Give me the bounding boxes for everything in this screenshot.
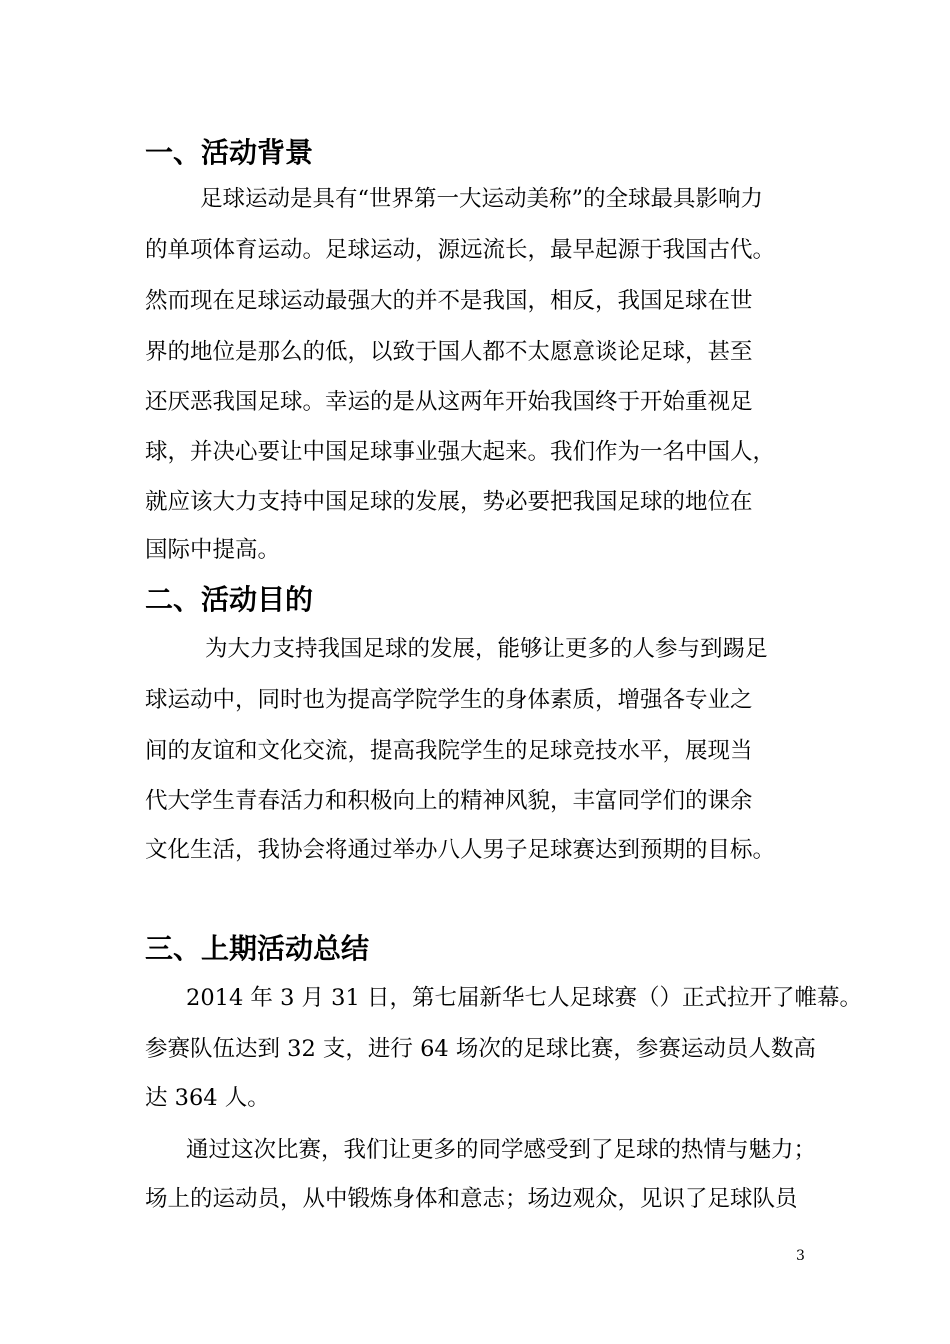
paragraph-line: 代大学生青春活力和积极向上的精神风貌，丰富同学们的课余 <box>145 788 753 814</box>
section-heading-purpose: 二、活动目的 <box>145 583 314 616</box>
section-heading-background: 一、活动背景 <box>145 136 314 169</box>
paragraph-line: 通过这次比赛，我们让更多的同学感受到了足球的热情与魅力； <box>186 1137 817 1163</box>
paragraph-line: 足球运动是具有“世界第一大运动美称”的全球最具影响力 <box>200 186 764 212</box>
paragraph-line: 达 364 人。 <box>145 1085 270 1111</box>
paragraph-line: 场上的运动员，从中锻炼身体和意志；场边观众，见识了足球队员 <box>145 1186 798 1212</box>
paragraph-line: 为大力支持我国足球的发展，能够让更多的人参与到踢足 <box>205 636 768 662</box>
paragraph-line: 球运动中，同时也为提高学院学生的身体素质，增强各专业之 <box>145 687 753 713</box>
paragraph-line: 就应该大力支持中国足球的发展，势必要把我国足球的地位在 <box>145 489 753 515</box>
paragraph-line: 的单项体育运动。足球运动，源远流长，最早起源于我国古代。 <box>145 237 776 263</box>
paragraph-line: 球，并决心要让中国足球事业强大起来。我们作为一名中国人， <box>145 439 776 465</box>
paragraph-line: 文化生活，我协会将通过举办八人男子足球赛达到预期的目标。 <box>145 837 776 863</box>
page-number: 3 <box>796 1248 805 1264</box>
paragraph-line: 然而现在足球运动最强大的并不是我国，相反，我国足球在世 <box>145 288 753 314</box>
paragraph-line: 参赛队伍达到 32 支，进行 64 场次的足球比赛，参赛运动员人数高 <box>145 1036 816 1062</box>
paragraph-line: 间的友谊和文化交流，提高我院学生的足球竞技水平，展现当 <box>145 738 753 764</box>
paragraph-line: 还厌恶我国足球。幸运的是从这两年开始我国终于开始重视足 <box>145 389 753 415</box>
paragraph-line: 国际中提高。 <box>145 537 281 563</box>
paragraph-line: 2014 年 3 月 31 日，第七届新华七人足球赛（）正式拉开了帷幕。 <box>186 985 862 1011</box>
paragraph-line: 界的地位是那么的低，以致于国人都不太愿意谈论足球，甚至 <box>145 339 753 365</box>
section-heading-summary: 三、上期活动总结 <box>145 932 370 965</box>
